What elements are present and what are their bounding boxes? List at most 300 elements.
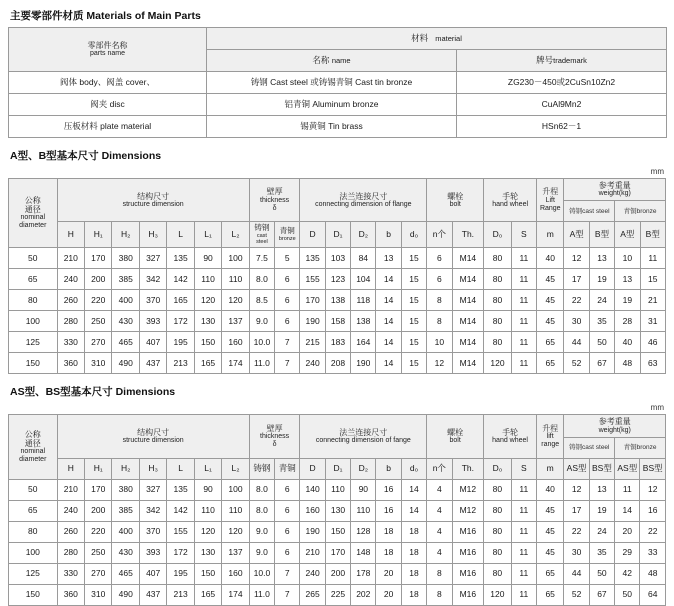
table-cell-r1-c5: 142 — [167, 269, 194, 290]
table-row — [9, 269, 666, 290]
table-cell-r1-c22: 13 — [615, 269, 640, 290]
table-cell-r4-c15: 8 — [427, 563, 452, 584]
dimensions-a-unit: mm — [650, 167, 664, 176]
col-weight-bs-cast-b: BS型 — [589, 458, 614, 479]
table-cell-r5-c18: 11 — [511, 353, 536, 374]
table-cell-r2-c19: 45 — [537, 290, 564, 311]
table-cell-r0-c11: 103 — [325, 248, 350, 269]
table-cell-r1-c17: 80 — [484, 269, 511, 290]
table-cell-r2-c3: 400 — [112, 290, 139, 311]
table-cell-r2-c20: 22 — [564, 290, 589, 311]
table-cell-r4-c7: 160 — [222, 332, 249, 353]
col-l2-a: L₂ — [222, 222, 249, 248]
table-cell-r5-c14: 18 — [401, 584, 426, 605]
table-cell-r2-c0: 80 — [9, 521, 58, 542]
table-cell-r1-c18: 11 — [511, 269, 536, 290]
table-row — [9, 353, 666, 374]
table-cell-r3-c16: M14 — [452, 311, 484, 332]
table-cell-r1-c7: 110 — [222, 269, 249, 290]
table-cell-r3-c11: 170 — [325, 542, 350, 563]
handwheel-en-b: hand wheel — [492, 437, 528, 445]
col-dw-a: D₀ — [484, 222, 511, 248]
table-cell-r2-c10: 190 — [300, 521, 325, 542]
table-cell-r5-c9: 7 — [275, 353, 300, 374]
table-cell-r0-c11: 110 — [325, 479, 350, 500]
table-cell-r3-c10: 190 — [300, 311, 325, 332]
nominal-en1-b: nominal — [20, 448, 46, 456]
table-cell-r4-c20: 44 — [564, 563, 589, 584]
col-s-a: S — [511, 222, 536, 248]
table-cell-r3-c17: 80 — [484, 311, 511, 332]
table-cell-r1-c14: 14 — [401, 500, 426, 521]
material-name-1: 铝青铜 Aluminum bronze — [207, 94, 457, 116]
table-cell-r5-c17: 120 — [484, 584, 511, 605]
table-cell-r5-c11: 208 — [325, 353, 350, 374]
col-header-weight-b — [564, 415, 666, 437]
table-cell-r4-c18: 11 — [511, 332, 536, 353]
table-cell-r1-c11: 123 — [325, 269, 350, 290]
trademark-cn: 牌号 — [536, 54, 554, 65]
table-cell-r4-c22: 40 — [615, 332, 640, 353]
table-cell-r2-c11: 150 — [325, 521, 350, 542]
material-part-2: 压板材料 plate material — [9, 116, 207, 138]
table-cell-r0-c22: 11 — [615, 479, 640, 500]
table-row — [9, 248, 666, 269]
table-cell-r2-c23: 22 — [640, 521, 666, 542]
nominal-en2: diameter — [19, 222, 47, 230]
table-cell-r2-c16: M16 — [452, 521, 484, 542]
lift-en1-b: lift — [546, 433, 554, 441]
table-cell-r1-c12: 104 — [351, 269, 376, 290]
table-cell-r5-c10: 240 — [300, 353, 325, 374]
table-cell-r1-c21: 19 — [589, 269, 614, 290]
table-cell-r1-c10: 160 — [300, 500, 325, 521]
col-s-b: S — [511, 458, 536, 479]
table-cell-r4-c3: 465 — [112, 332, 139, 353]
col-weight-as-bronze-b: AS型 — [615, 458, 640, 479]
table-cell-r5-c14: 15 — [401, 353, 426, 374]
table-row — [9, 500, 666, 521]
col-thickness-bronze-b: 青铜 — [275, 458, 300, 479]
table-cell-r2-c0: 80 — [9, 290, 58, 311]
table-cell-r2-c21: 24 — [589, 290, 614, 311]
table-cell-r2-c7: 120 — [222, 521, 249, 542]
table-cell-r3-c11: 158 — [325, 311, 350, 332]
materials-header-parts-name — [9, 28, 207, 72]
table-cell-r5-c23: 63 — [640, 353, 665, 374]
table-row — [9, 458, 666, 479]
table-cell-r4-c10: 215 — [300, 332, 325, 353]
table-cell-r0-c4: 327 — [139, 248, 166, 269]
table-cell-r3-c9: 6 — [275, 311, 300, 332]
table-cell-r0-c13: 16 — [376, 479, 401, 500]
table-cell-r4-c13: 20 — [376, 563, 401, 584]
table-cell-r2-c5: 155 — [167, 521, 194, 542]
table-row — [9, 94, 667, 116]
table-cell-r1-c20: 17 — [564, 269, 589, 290]
table-cell-r2-c5: 165 — [167, 290, 194, 311]
table-cell-r5-c17: 120 — [484, 353, 511, 374]
table-cell-r5-c16: M14 — [452, 353, 484, 374]
table-cell-r2-c12: 118 — [351, 290, 376, 311]
col-h1-b: H₁ — [85, 458, 112, 479]
table-cell-r3-c6: 130 — [194, 542, 221, 563]
table-cell-r5-c0: 150 — [9, 584, 58, 605]
table-cell-r0-c5: 135 — [167, 248, 194, 269]
table-cell-r2-c22: 20 — [615, 521, 640, 542]
table-cell-r4-c14: 18 — [401, 563, 426, 584]
table-cell-r5-c3: 490 — [112, 584, 139, 605]
table-row — [9, 28, 667, 50]
table-cell-r2-c12: 128 — [351, 521, 376, 542]
table-cell-r1-c5: 142 — [167, 500, 194, 521]
dimensions-a-title: A型、B型基本尺寸 Dimensions — [10, 150, 162, 162]
table-cell-r2-c1: 260 — [57, 521, 84, 542]
table-cell-r0-c10: 140 — [300, 479, 325, 500]
table-cell-r3-c20: 30 — [564, 542, 589, 563]
table-cell-r4-c14: 15 — [401, 332, 426, 353]
table-cell-r2-c9: 6 — [275, 521, 300, 542]
table-cell-r0-c14: 15 — [401, 248, 426, 269]
col-l1-b: L₁ — [194, 458, 221, 479]
table-cell-r3-c7: 137 — [222, 311, 249, 332]
col-d2-b: D₂ — [351, 458, 376, 479]
table-cell-r5-c9: 7 — [275, 584, 300, 605]
dimensions-as-section — [8, 384, 666, 605]
table-cell-r5-c1: 360 — [57, 584, 84, 605]
table-cell-r0-c0: 50 — [9, 248, 58, 269]
lift-cn: 升程 — [542, 187, 559, 197]
table-cell-r0-c16: M12 — [452, 479, 484, 500]
table-cell-r1-c3: 385 — [112, 269, 139, 290]
table-cell-r2-c4: 370 — [139, 521, 166, 542]
col-header-structure-a — [57, 179, 249, 222]
table-cell-r5-c21: 67 — [589, 584, 614, 605]
bolt-cn: 螺栓 — [447, 191, 464, 201]
table-cell-r5-c19: 65 — [537, 353, 564, 374]
lift-en2-b: range — [541, 441, 560, 449]
table-cell-r4-c13: 14 — [376, 332, 401, 353]
table-cell-r3-c7: 137 — [222, 542, 249, 563]
table-cell-r5-c3: 490 — [112, 353, 139, 374]
material-name-2: 锡黄铜 Tin brass — [207, 116, 457, 138]
table-row — [9, 72, 667, 94]
table-cell-r0-c4: 327 — [139, 479, 166, 500]
table-cell-r5-c4: 437 — [139, 584, 166, 605]
table-cell-r1-c11: 130 — [325, 500, 350, 521]
col-l2-b: L₂ — [222, 458, 249, 479]
materials-header-trademark — [457, 50, 667, 72]
table-cell-r2-c16: M14 — [452, 290, 484, 311]
col-h3-a: H₃ — [139, 222, 166, 248]
table-cell-r3-c3: 430 — [112, 311, 139, 332]
table-cell-r0-c19: 40 — [537, 248, 564, 269]
table-cell-r0-c22: 10 — [615, 248, 640, 269]
table-cell-r0-c23: 12 — [640, 479, 666, 500]
table-cell-r5-c18: 11 — [511, 584, 536, 605]
name-cn: 名称 — [312, 54, 330, 65]
table-cell-r4-c22: 42 — [615, 563, 640, 584]
table-cell-r3-c10: 210 — [300, 542, 325, 563]
table-cell-r2-c15: 8 — [427, 290, 452, 311]
flange-cn-b: 法兰连接尺寸 — [339, 427, 388, 437]
table-row — [9, 521, 666, 542]
col-thickness-cast-b: 铸钢 — [249, 458, 274, 479]
material-trademark-1: CuAl9Mn2 — [457, 94, 667, 116]
table-row — [9, 222, 666, 248]
table-cell-r5-c13: 14 — [376, 353, 401, 374]
table-cell-r4-c20: 44 — [564, 332, 589, 353]
materials-title: 主要零部件材质 Materials of Main Parts — [10, 10, 201, 22]
table-cell-r3-c16: M16 — [452, 542, 484, 563]
table-cell-r5-c6: 165 — [194, 353, 221, 374]
weight-en-b: weight(kg) — [598, 426, 631, 434]
table-cell-r3-c18: 11 — [511, 542, 536, 563]
structure-en-b: structure dimension — [122, 437, 184, 445]
table-cell-r4-c5: 195 — [167, 563, 194, 584]
table-cell-r1-c4: 342 — [139, 269, 166, 290]
table-cell-r3-c5: 172 — [167, 542, 194, 563]
table-cell-r2-c2: 220 — [85, 521, 112, 542]
col-thickness-cast-a — [249, 222, 274, 248]
table-cell-r3-c13: 14 — [376, 311, 401, 332]
nominal-cn2: 通径 — [24, 205, 41, 215]
col-th-a: Th. — [452, 222, 484, 248]
table-cell-r3-c21: 35 — [589, 542, 614, 563]
table-cell-r3-c15: 4 — [427, 542, 452, 563]
thickness-cast-en: cast steel — [256, 232, 268, 246]
nominal-en2-b: diameter — [19, 456, 47, 464]
table-cell-r2-c8: 9.0 — [249, 521, 274, 542]
table-cell-r5-c4: 437 — [139, 353, 166, 374]
materials-section — [8, 8, 666, 138]
handwheel-cn: 手轮 — [502, 191, 519, 201]
col-header-thickness-b — [249, 415, 300, 458]
flange-en: connecting dimension of flange — [315, 200, 412, 208]
col-l-b: L — [167, 458, 194, 479]
table-cell-r5-c5: 213 — [167, 584, 194, 605]
table-cell-r3-c18: 11 — [511, 311, 536, 332]
handwheel-en: hand wheel — [492, 200, 529, 208]
table-cell-r3-c9: 6 — [275, 542, 300, 563]
parts-name-cn: 零部件名称 — [87, 40, 128, 50]
col-d0-b: d₀ — [401, 458, 426, 479]
table-cell-r4-c0: 125 — [9, 332, 58, 353]
table-cell-r5-c8: 11.0 — [249, 584, 274, 605]
material-en: material — [435, 33, 462, 43]
table-cell-r4-c15: 10 — [427, 332, 452, 353]
table-cell-r3-c5: 172 — [167, 311, 194, 332]
col-th-b: Th. — [452, 458, 484, 479]
table-cell-r2-c2: 220 — [85, 290, 112, 311]
col-header-bolt-b — [427, 415, 484, 458]
table-cell-r2-c8: 8.5 — [249, 290, 274, 311]
table-cell-r0-c2: 170 — [85, 248, 112, 269]
table-cell-r4-c16: M14 — [452, 332, 484, 353]
table-cell-r2-c7: 120 — [222, 290, 249, 311]
table-cell-r4-c7: 160 — [222, 563, 249, 584]
table-cell-r1-c4: 342 — [139, 500, 166, 521]
name-en: name — [331, 55, 351, 65]
nominal-cn2-b: 通径 — [24, 439, 41, 449]
table-cell-r1-c19: 45 — [536, 500, 563, 521]
table-cell-r3-c14: 18 — [401, 542, 426, 563]
table-cell-r3-c3: 430 — [112, 542, 139, 563]
material-trademark-2: HSn62－1 — [457, 116, 667, 138]
table-cell-r2-c18: 11 — [511, 521, 536, 542]
table-cell-r2-c17: 80 — [484, 521, 511, 542]
table-cell-r0-c6: 90 — [194, 479, 221, 500]
table-cell-r4-c12: 178 — [351, 563, 376, 584]
table-cell-r4-c8: 10.0 — [249, 332, 274, 353]
dimensions-a-table — [8, 178, 666, 374]
col-h-a: H — [57, 222, 84, 248]
col-weight-b-type-a: B型 — [589, 222, 614, 248]
table-cell-r3-c8: 9.0 — [249, 542, 274, 563]
material-trademark-0: ZG230－450或2CuSn10Zn2 — [457, 72, 667, 94]
table-cell-r2-c1: 260 — [57, 290, 84, 311]
table-cell-r0-c9: 5 — [275, 248, 300, 269]
table-cell-r0-c7: 100 — [222, 248, 249, 269]
table-cell-r1-c15: 4 — [427, 500, 452, 521]
table-cell-r1-c6: 110 — [194, 500, 221, 521]
col-h-b: H — [57, 458, 84, 479]
table-cell-r4-c23: 48 — [640, 563, 666, 584]
dimensions-as-table — [8, 414, 666, 605]
col-b-b: b — [376, 458, 401, 479]
table-cell-r3-c22: 29 — [615, 542, 640, 563]
table-cell-r0-c3: 380 — [112, 479, 139, 500]
col-header-nominal-b — [9, 415, 58, 479]
table-cell-r3-c23: 31 — [640, 311, 665, 332]
dimensions-as-title: AS型、BS型基本尺寸 Dimensions — [10, 386, 176, 399]
table-cell-r3-c2: 250 — [85, 311, 112, 332]
table-cell-r4-c3: 465 — [112, 563, 139, 584]
col-weight-b-type-bronze-a: B型 — [640, 222, 665, 248]
weight-en: weight(kg) — [598, 190, 631, 198]
col-n-b: n个 — [427, 458, 452, 479]
table-cell-r3-c19: 45 — [536, 542, 563, 563]
table-cell-r1-c12: 110 — [351, 500, 376, 521]
table-cell-r3-c1: 280 — [57, 311, 84, 332]
table-cell-r0-c12: 84 — [351, 248, 376, 269]
col-header-weight-cast-b: 铸钢cast steel — [564, 437, 615, 458]
table-cell-r0-c15: 6 — [427, 248, 452, 269]
table-cell-r3-c19: 45 — [537, 311, 564, 332]
table-cell-r2-c21: 24 — [589, 521, 614, 542]
nominal-cn1-b: 公称 — [24, 429, 41, 439]
table-cell-r1-c9: 6 — [275, 500, 300, 521]
table-cell-r5-c8: 11.0 — [249, 353, 274, 374]
materials-header-material — [207, 28, 667, 50]
table-cell-r1-c1: 240 — [57, 500, 84, 521]
table-cell-r4-c10: 240 — [300, 563, 325, 584]
table-cell-r0-c8: 8.0 — [249, 479, 274, 500]
table-cell-r3-c20: 30 — [564, 311, 589, 332]
thickness-cn: 壁厚 — [266, 187, 283, 197]
table-cell-r1-c3: 385 — [112, 500, 139, 521]
col-header-lift-a — [537, 179, 564, 222]
table-cell-r3-c12: 138 — [351, 311, 376, 332]
table-cell-r4-c2: 270 — [85, 563, 112, 584]
thickness-cast-cn: 铸钢 — [254, 223, 270, 233]
table-cell-r1-c23: 16 — [640, 500, 666, 521]
table-row — [9, 415, 666, 437]
table-cell-r2-c14: 15 — [401, 290, 426, 311]
table-cell-r5-c22: 50 — [615, 584, 640, 605]
table-cell-r0-c2: 170 — [85, 479, 112, 500]
table-row — [9, 542, 666, 563]
col-header-handwheel-b — [484, 415, 537, 458]
col-header-weight-bronze-a: 青铜bronze — [615, 201, 666, 222]
table-cell-r0-c14: 14 — [401, 479, 426, 500]
table-cell-r2-c13: 18 — [376, 521, 401, 542]
table-row — [9, 479, 666, 500]
table-cell-r4-c23: 46 — [640, 332, 665, 353]
table-cell-r4-c19: 65 — [536, 563, 563, 584]
dimensions-as-unit: mm — [650, 403, 664, 413]
table-cell-r3-c1: 280 — [57, 542, 84, 563]
weight-cn: 参考重量 — [598, 181, 631, 190]
table-cell-r2-c22: 19 — [615, 290, 640, 311]
table-cell-r2-c10: 170 — [300, 290, 325, 311]
table-cell-r0-c0: 50 — [9, 479, 58, 500]
col-weight-a-type-bronze-a: A型 — [615, 222, 640, 248]
thickness-en: thickness — [260, 196, 290, 204]
table-cell-r1-c7: 110 — [222, 500, 249, 521]
table-cell-r4-c11: 183 — [325, 332, 350, 353]
material-cn: 材料 — [411, 32, 429, 43]
bolt-en-b: bolt — [449, 437, 461, 445]
table-cell-r2-c18: 11 — [511, 290, 536, 311]
table-cell-r0-c17: 80 — [484, 248, 511, 269]
table-cell-r4-c21: 50 — [589, 563, 614, 584]
table-cell-r0-c1: 210 — [57, 479, 84, 500]
weight-cn-b: 参考重量 — [598, 417, 631, 427]
col-weight-a-type-a: A型 — [564, 222, 589, 248]
table-cell-r1-c1: 240 — [57, 269, 84, 290]
table-cell-r4-c9: 7 — [275, 332, 300, 353]
table-cell-r4-c18: 11 — [511, 563, 536, 584]
col-l-a: L — [167, 222, 194, 248]
col-header-weight-cast-a: 铸钢cast steel — [564, 201, 615, 222]
col-header-lift-b — [536, 415, 563, 458]
table-cell-r1-c10: 155 — [300, 269, 325, 290]
table-cell-r0-c21: 13 — [589, 479, 614, 500]
table-cell-r4-c1: 330 — [57, 563, 84, 584]
col-m-a: m — [537, 222, 564, 248]
table-cell-r4-c16: M16 — [452, 563, 484, 584]
handwheel-cn-b: 手轮 — [502, 427, 519, 437]
table-cell-r2-c4: 370 — [139, 290, 166, 311]
table-cell-r2-c23: 21 — [640, 290, 665, 311]
table-cell-r0-c20: 12 — [564, 479, 589, 500]
table-cell-r4-c6: 150 — [194, 563, 221, 584]
thickness-en-b: thickness — [260, 433, 290, 441]
table-cell-r0-c21: 13 — [589, 248, 614, 269]
table-cell-r0-c15: 4 — [427, 479, 452, 500]
table-cell-r1-c20: 17 — [564, 500, 589, 521]
table-cell-r0-c17: 80 — [484, 479, 511, 500]
table-cell-r0-c7: 100 — [222, 479, 249, 500]
table-cell-r5-c15: 12 — [427, 353, 452, 374]
col-header-flange-a — [300, 179, 427, 222]
table-cell-r3-c6: 130 — [194, 311, 221, 332]
col-thickness-bronze-a — [275, 222, 300, 248]
col-dw-b: D₀ — [484, 458, 511, 479]
table-cell-r0-c16: M14 — [452, 248, 484, 269]
structure-cn: 结构尺寸 — [137, 191, 170, 201]
